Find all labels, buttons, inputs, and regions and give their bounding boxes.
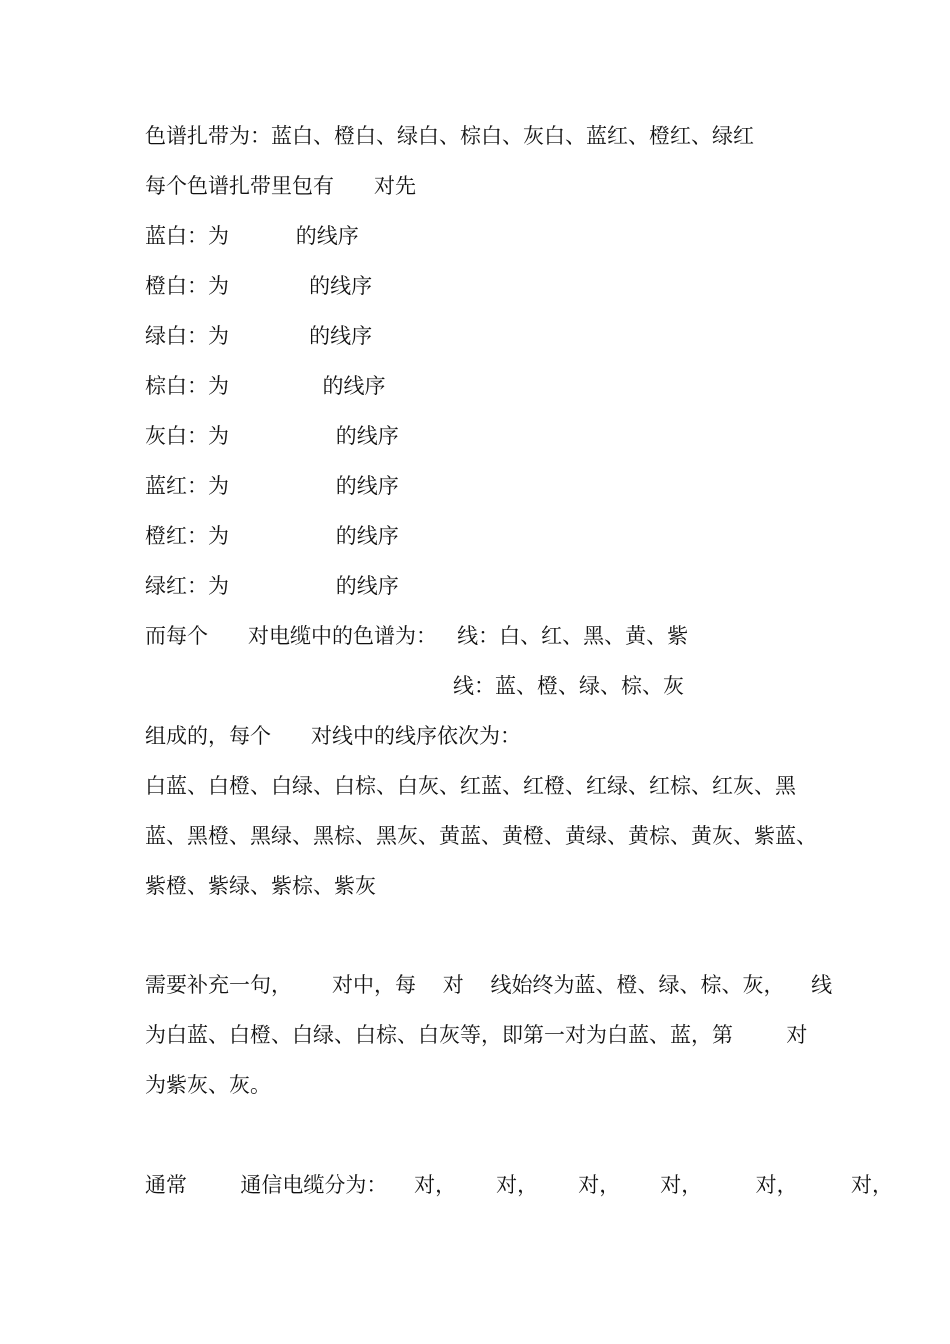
text-line-color-bands: 色谱扎带为：蓝白、橙白、绿白、棕白、灰白、蓝红、橙红、绿红 (145, 124, 754, 148)
text-line-cable-types: 通常 通信电缆分为： 对， 对， 对， 对， 对， 对， (145, 1173, 894, 1197)
text-line-brown-white: 棕白：为 的线序 (145, 374, 386, 398)
text-line-blue-white: 蓝白：为 的线序 (145, 224, 359, 248)
text-line-order-list-3: 紫橙、紫绿、紫棕、紫灰 (145, 874, 376, 898)
text-line-green-red: 绿红：为 的线序 (145, 574, 399, 598)
text-line-orange-white: 橙白：为 的线序 (145, 274, 373, 298)
text-line-blue-red: 蓝红：为 的线序 (145, 474, 399, 498)
text-line-secondary-colors: 线：蓝、橙、绿、棕、灰 (453, 674, 684, 698)
text-line-gray-white: 灰白：为 的线序 (145, 424, 399, 448)
text-line-orange-red: 橙红：为 的线序 (145, 524, 399, 548)
text-line-pairs-per-band: 每个色谱扎带里包有 对先 (145, 174, 417, 198)
text-line-order-intro: 组成的，每个 对线中的线序依次为： (145, 724, 522, 748)
text-line-order-list-2: 蓝、黑橙、黑绿、黑棕、黑灰、黄蓝、黄橙、黄绿、黄棕、黄灰、紫蓝、 (145, 824, 817, 848)
text-line-order-list-1: 白蓝、白橙、白绿、白棕、白灰、红蓝、红橙、红绿、红棕、红灰、黑 (145, 774, 796, 798)
text-line-cable-color-spectrum: 而每个 对电缆中的色谱为： 线：白、红、黑、黄、紫 (145, 624, 689, 648)
text-line-supplement-2: 为白蓝、白橙、白绿、白棕、白灰等，即第一对为白蓝、蓝，第 对 (145, 1023, 808, 1047)
text-line-supplement-1: 需要补充一句， 对中，每 对 线始终为蓝、橙、绿、棕、灰， 线 (145, 973, 833, 997)
text-line-supplement-3: 为紫灰、灰。 (145, 1073, 271, 1097)
text-line-green-white: 绿白：为 的线序 (145, 324, 373, 348)
